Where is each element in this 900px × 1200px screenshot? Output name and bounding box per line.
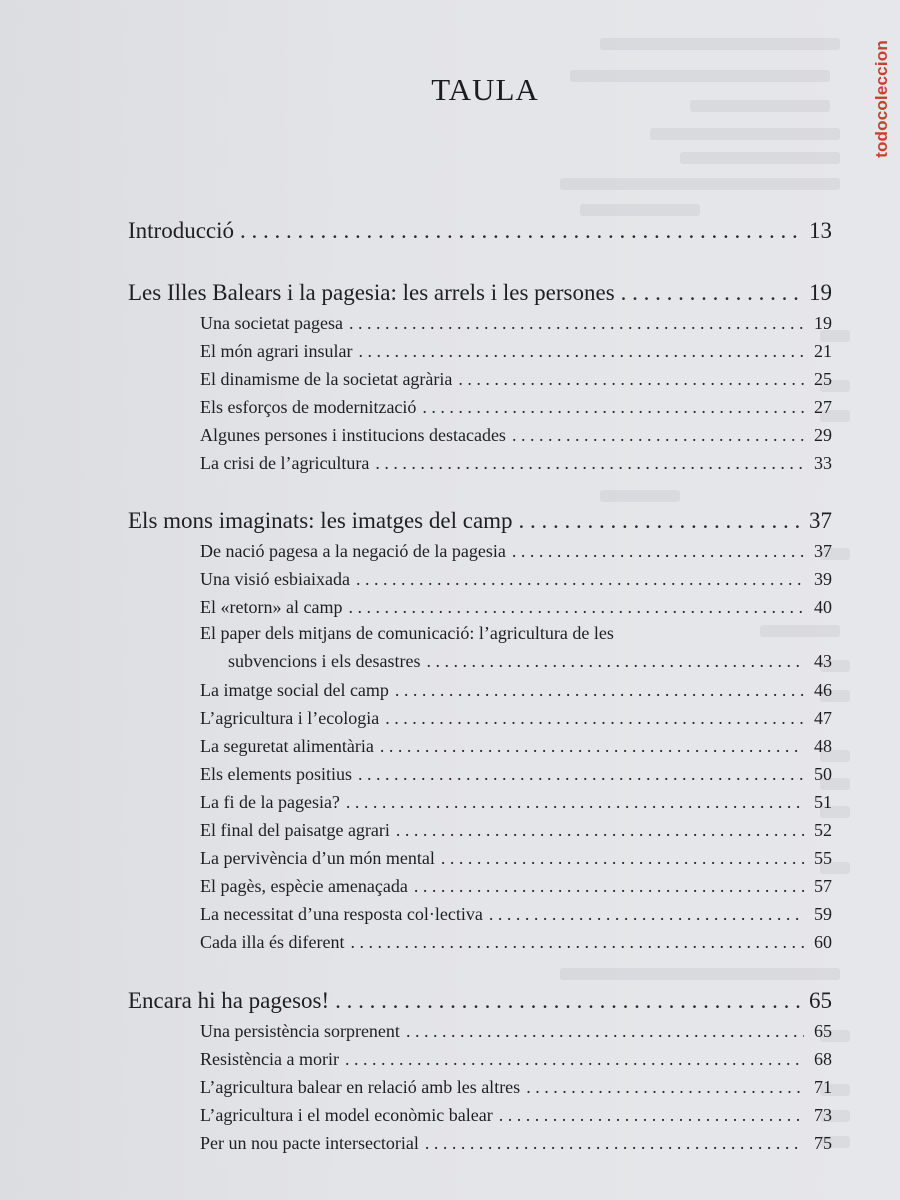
entry-title: Resistència a morir <box>200 1049 339 1069</box>
dot-leader <box>358 764 804 785</box>
page-number: 60 <box>814 932 832 952</box>
page-number: 19 <box>809 280 832 305</box>
dot-leader <box>396 820 804 841</box>
dot-leader <box>395 680 804 701</box>
toc-entry <box>200 453 832 474</box>
entry-title: Una persistència sorprenent <box>200 1021 400 1041</box>
toc-entry <box>228 651 832 672</box>
page-number: 29 <box>814 425 832 445</box>
dot-leader <box>406 1021 804 1042</box>
dot-leader <box>356 569 804 590</box>
dot-leader <box>526 1077 804 1098</box>
page-number: 52 <box>814 820 832 840</box>
entry-title: La imatge social del camp <box>200 680 389 700</box>
toc-entry <box>200 876 832 897</box>
page-number: 68 <box>814 1049 832 1069</box>
toc-entry <box>200 313 832 334</box>
toc-entry <box>200 341 832 362</box>
dot-leader <box>349 313 804 334</box>
dot-leader <box>512 541 804 562</box>
toc-entry <box>200 932 832 953</box>
dot-leader <box>375 453 804 474</box>
dot-leader <box>512 425 804 446</box>
entry-title: La fi de la pagesia? <box>200 792 340 812</box>
entry-title: L’agricultura i el model econòmic balear <box>200 1105 493 1125</box>
page-number: 75 <box>814 1133 832 1153</box>
dot-leader <box>348 597 804 618</box>
page-number: 13 <box>809 218 832 243</box>
toc-chapter-mons-imaginats <box>128 508 832 534</box>
toc-entry <box>200 369 832 390</box>
entry-title: El món agrari insular <box>200 341 353 361</box>
dot-leader <box>489 904 804 925</box>
dot-leader <box>621 280 803 306</box>
watermark-logo: todocoleccion <box>872 40 891 158</box>
dot-leader <box>346 792 804 813</box>
page-number: 19 <box>814 313 832 333</box>
entry-title: Una visió esbiaixada <box>200 569 350 589</box>
page-number: 33 <box>814 453 832 473</box>
toc-entry <box>200 541 832 562</box>
page-number: 71 <box>814 1077 832 1097</box>
page-number: 51 <box>814 792 832 812</box>
dot-leader <box>519 508 803 534</box>
entry-title: La necessitat d’una resposta col·lectiva <box>200 904 483 924</box>
page-number: 39 <box>814 569 832 589</box>
toc-entry <box>200 1133 832 1154</box>
entry-title: La seguretat alimentària <box>200 736 374 756</box>
page-number: 47 <box>814 708 832 728</box>
entry-title: El final del paisatge agrari <box>200 820 390 840</box>
page-number: 21 <box>814 341 832 361</box>
toc-entry <box>200 569 832 590</box>
entry-title: El dinamisme de la societat agrària <box>200 369 453 389</box>
page-number: 65 <box>809 988 832 1013</box>
entry-title: El «retorn» al camp <box>200 597 343 617</box>
toc-chapter-encara-hi-ha-pagesos <box>128 988 832 1014</box>
chapter-title: Les Illes Balears i la pagesia: les arrels i les persones <box>128 280 615 305</box>
entry-title: L’agricultura i l’ecologia <box>200 708 380 728</box>
toc-chapter-illes-balears <box>128 280 832 306</box>
dot-leader <box>240 218 803 244</box>
page-number: 46 <box>814 680 832 700</box>
toc-entry <box>200 597 832 618</box>
dot-leader <box>358 341 804 362</box>
dot-leader <box>380 736 804 757</box>
toc-entry <box>200 1021 832 1042</box>
toc-entry <box>200 736 832 757</box>
page-number: 55 <box>814 848 832 868</box>
entry-title: Els esforços de modernització <box>200 397 417 417</box>
toc-entry <box>200 764 832 785</box>
chapter-title: Introducció <box>128 218 235 243</box>
entry-title: Algunes persones i institucions destacades <box>200 425 506 445</box>
toc-entry <box>200 425 832 446</box>
entry-title: La pervivència d’un món mental <box>200 848 435 868</box>
toc-entry <box>200 1049 832 1070</box>
dot-leader <box>458 369 804 390</box>
page-number: 40 <box>814 597 832 617</box>
chapter-title: Encara hi ha pagesos! <box>128 988 330 1013</box>
page-number: 43 <box>814 651 832 671</box>
entry-title: De nació pagesa a la negació de la pagesia <box>200 541 506 561</box>
dot-leader <box>335 988 803 1014</box>
chapter-title: Els mons imaginats: les imatges del camp <box>128 508 513 533</box>
dot-leader <box>385 708 804 729</box>
toc-chapter-introduccio <box>128 218 832 244</box>
page-number: 57 <box>814 876 832 896</box>
page-number: 59 <box>814 904 832 924</box>
page-number: 37 <box>809 508 832 533</box>
toc-entry <box>200 708 832 729</box>
dot-leader <box>345 1049 804 1070</box>
entry-title: Cada illa és diferent <box>200 932 345 952</box>
toc-entry <box>200 397 832 418</box>
dot-leader <box>441 848 804 869</box>
entry-title: L’agricultura balear en relació amb les altres <box>200 1077 521 1097</box>
entry-title: Una societat pagesa <box>200 313 343 333</box>
page-number: 27 <box>814 397 832 417</box>
toc-entry <box>200 820 832 841</box>
toc-entry <box>200 904 832 925</box>
toc-entry <box>200 792 832 813</box>
page-number: 48 <box>814 736 832 756</box>
page-number: 37 <box>814 541 832 561</box>
dot-leader <box>350 932 804 953</box>
entry-title: Per un nou pacte intersectorial <box>200 1133 419 1153</box>
toc-entry <box>200 1105 832 1126</box>
toc-entry <box>200 1077 832 1098</box>
page-number: 25 <box>814 369 832 389</box>
page-number: 73 <box>814 1105 832 1125</box>
dot-leader <box>426 651 804 672</box>
dot-leader <box>425 1133 804 1154</box>
dot-leader <box>499 1105 804 1126</box>
entry-title-line-2: subvencions i els desastres <box>228 651 421 671</box>
dot-leader <box>414 876 804 897</box>
entry-title: La crisi de l’agricultura <box>200 453 370 473</box>
page-title: TAULA <box>431 72 539 107</box>
toc-entry <box>200 680 832 701</box>
page-number: 50 <box>814 764 832 784</box>
toc-entry <box>200 848 832 869</box>
dot-leader <box>422 397 804 418</box>
entry-title: El pagès, espècie amenaçada <box>200 876 408 896</box>
page-number: 65 <box>814 1021 832 1041</box>
entry-title: Els elements positius <box>200 764 352 784</box>
entry-title-line-1: El paper dels mitjans de comunicació: l’agricultura de les <box>200 623 614 643</box>
